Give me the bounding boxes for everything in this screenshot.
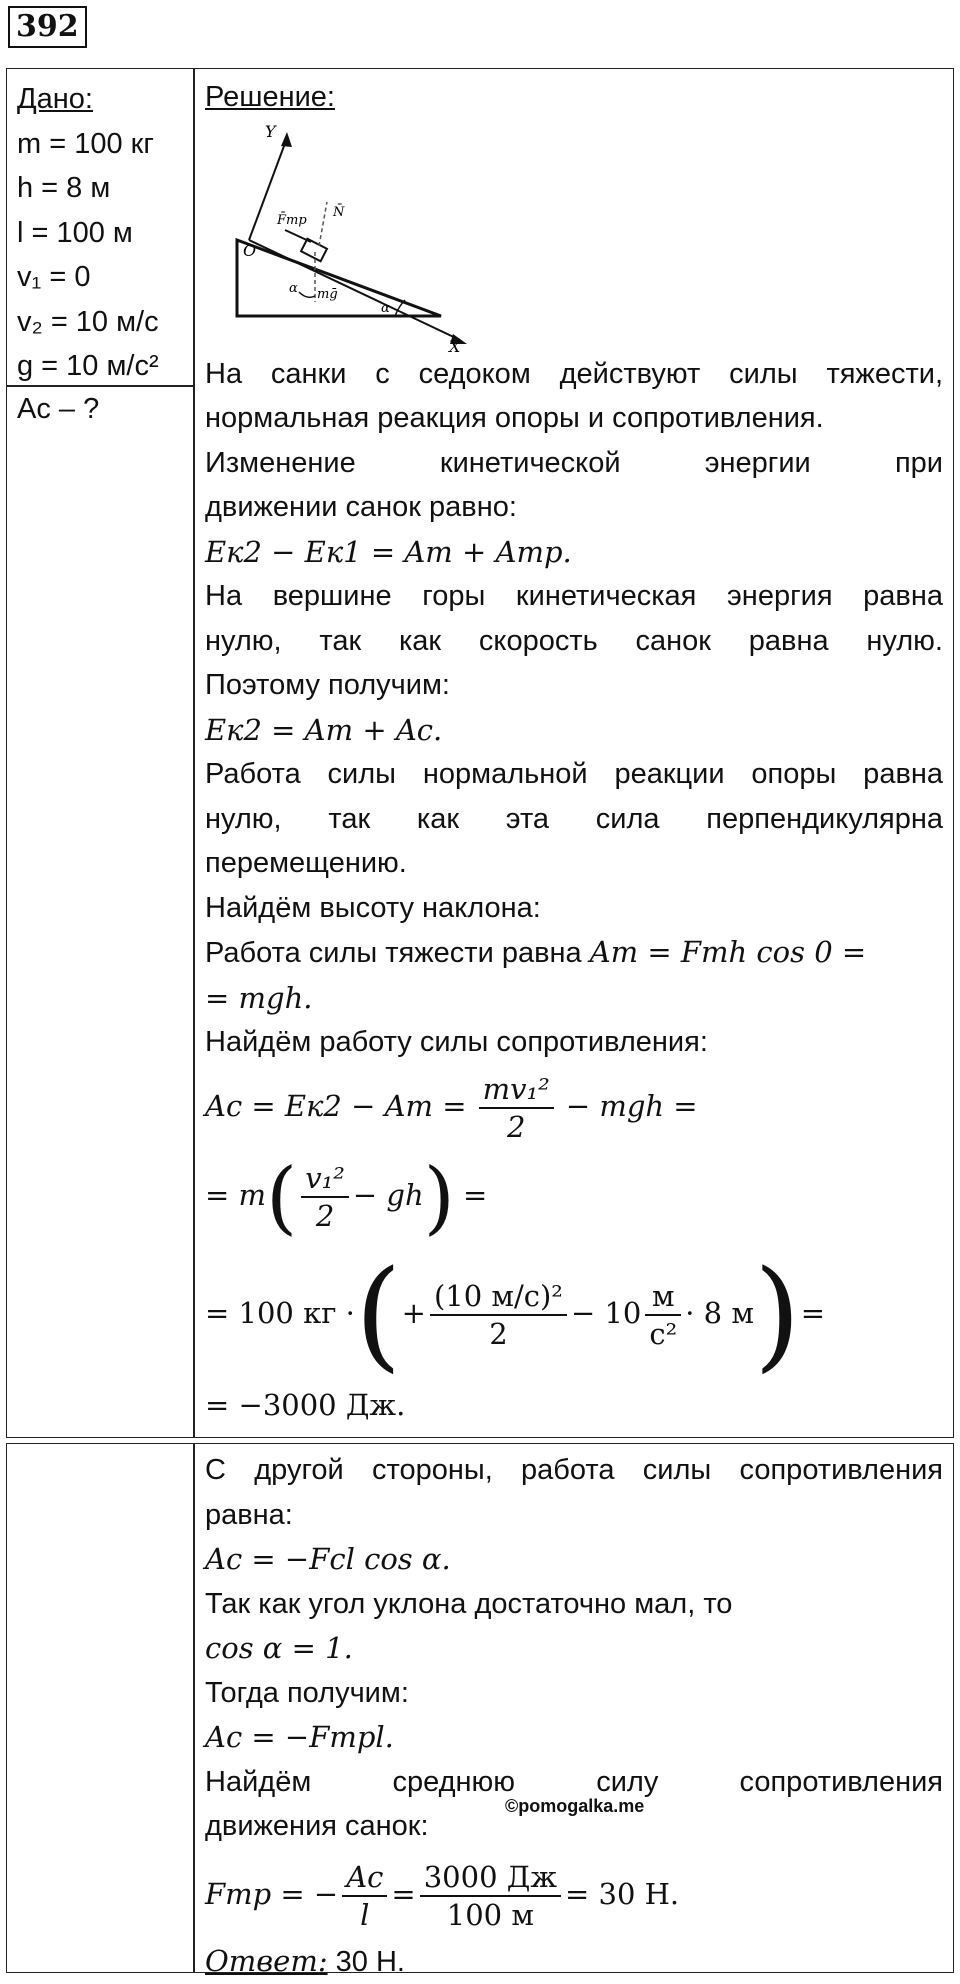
text-line: нулю, так как скорость санок равна нулю. xyxy=(205,619,943,664)
paren-right: ) xyxy=(754,1245,801,1384)
denominator: 2 xyxy=(301,1198,349,1234)
incline-triangle xyxy=(237,240,441,316)
denominator: 100 м xyxy=(420,1897,561,1933)
text-line: Тогда получим: xyxy=(205,1671,943,1716)
answer-line xyxy=(205,1939,943,1984)
paren-left: ( xyxy=(355,1245,402,1384)
text-line: На санки с седоком действуют силы тяжести, xyxy=(205,352,943,397)
gravity-work-text: Работа силы тяжести равна xyxy=(205,937,582,969)
fraction xyxy=(479,1071,554,1146)
normal-vector xyxy=(319,202,327,246)
numerator: mv₁² xyxy=(479,1071,554,1109)
fraction xyxy=(301,1160,349,1235)
denominator: 2 xyxy=(479,1109,554,1145)
numerator: м xyxy=(645,1278,681,1316)
gravity-work-formula: Aт = Fтh cos 0 = xyxy=(590,935,866,969)
answer-value: 30 Н. xyxy=(336,1946,405,1978)
numerator: (10 м/с)² xyxy=(430,1278,567,1316)
formula-part: − mgh = xyxy=(566,1089,698,1123)
label-alpha-1: α xyxy=(289,281,298,296)
incline-diagram xyxy=(215,120,485,352)
denominator: с² xyxy=(645,1316,681,1352)
x-axis xyxy=(249,240,460,340)
formula-line: = mgh. xyxy=(205,976,943,1021)
label-alpha-2: α xyxy=(381,301,390,316)
friction-vector xyxy=(285,230,311,242)
formula-part: = xyxy=(463,1178,487,1212)
text-line: Изменение кинетической энергии при xyxy=(205,441,943,486)
given-v2: v₂ = 10 м/с xyxy=(17,300,159,345)
solution-title: Решение: xyxy=(205,75,943,120)
fraction xyxy=(420,1859,561,1934)
find-text: Aс – ? xyxy=(17,393,99,426)
result-line: = −3000 Дж. xyxy=(205,1383,943,1428)
text-line: Найдём высоту наклона: xyxy=(205,886,943,931)
continuation-table xyxy=(6,1443,954,1973)
label-y: Y xyxy=(265,122,277,141)
formula-part: = 30 Н. xyxy=(565,1877,679,1911)
denominator: l xyxy=(342,1897,387,1933)
text-line: Найдём работу силы сопротивления: xyxy=(205,1020,943,1065)
formula-part: Aс = Eк2 − Aт = xyxy=(205,1089,467,1123)
denominator: 2 xyxy=(430,1316,567,1352)
y-axis-arrow xyxy=(281,132,292,147)
label-mg: mḡ xyxy=(317,287,338,302)
formula-part: = xyxy=(391,1877,415,1911)
text-line: Работа силы нормальной реакции опоры равна xyxy=(205,752,943,797)
problem-number: 392 xyxy=(8,6,87,48)
text-line: Найдём среднюю силу сопротивления xyxy=(205,1760,943,1805)
label-x: X xyxy=(447,337,461,352)
fraction xyxy=(645,1278,681,1353)
paren-right: ) xyxy=(424,1150,455,1243)
watermark: ©pomogalka.me xyxy=(505,1796,644,1817)
formula-line: Aс = −Fтрl. xyxy=(205,1715,943,1760)
paren-left: ( xyxy=(266,1150,297,1243)
given-height: h = 8 м xyxy=(17,166,159,211)
formula-line xyxy=(205,1849,943,1939)
text-line: движения санок: xyxy=(205,1804,943,1849)
text-line: На вершине горы кинетическая энергия равна xyxy=(205,574,943,619)
column-divider xyxy=(193,69,195,1437)
label-o: O xyxy=(243,241,256,260)
formula-line xyxy=(205,1243,943,1383)
text-line: перемещению. xyxy=(205,841,943,886)
text-line: движении санок равно: xyxy=(205,485,943,530)
numerator: Aс xyxy=(342,1859,387,1897)
text-line: нулю, так как эта сила перпендикулярна xyxy=(205,797,943,842)
continuation-block xyxy=(205,1448,943,1984)
given-v1: v₁ = 0 xyxy=(17,255,159,300)
fraction xyxy=(430,1278,567,1353)
formula-line: cos α = 1. xyxy=(205,1626,943,1671)
text-line: равна: xyxy=(205,1493,943,1538)
numerator: v₁² xyxy=(301,1160,349,1198)
formula-part: = 100 кг · xyxy=(205,1296,355,1330)
text-line: Поэтому получим: xyxy=(205,663,943,708)
formula-part: · 8 м xyxy=(685,1296,754,1330)
formula-line xyxy=(205,1147,943,1243)
text-line xyxy=(205,930,943,976)
numerator: 3000 Дж xyxy=(420,1859,561,1897)
formula-part: Fтр = − xyxy=(205,1877,338,1911)
text-line: Так как угол уклона достаточно мал, то xyxy=(205,1582,943,1627)
label-friction: F̄тр xyxy=(276,211,307,227)
angle-arc-1 xyxy=(299,292,315,297)
given-mass: m = 100 кг xyxy=(17,122,159,167)
solution-block xyxy=(205,75,943,1427)
fraction xyxy=(342,1859,387,1934)
solution-table xyxy=(6,68,954,1438)
sled-block xyxy=(301,238,327,260)
formula-part: − gh xyxy=(353,1178,424,1212)
formula-line: Eк2 − Eк1 = Aт + Aтр. xyxy=(205,530,943,575)
answer-label: Ответ: xyxy=(205,1944,328,1978)
given-g: g = 10 м/с² xyxy=(17,344,159,389)
text-line: С другой стороны, работа силы сопротивления xyxy=(205,1448,943,1493)
formula-part: + xyxy=(402,1296,426,1330)
given-title: Дано: xyxy=(17,77,159,122)
formula-part: = m xyxy=(205,1178,266,1212)
formula-part: = xyxy=(801,1296,825,1330)
formula-line xyxy=(205,1065,943,1147)
column-divider xyxy=(193,1444,195,1972)
label-normal: N̄ xyxy=(332,203,345,219)
text-line: нормальная реакция опоры и сопротивления. xyxy=(205,396,943,441)
formula-line: Eк2 = Aт + Aс. xyxy=(205,708,943,753)
formula-line: Aс = −Fсl cos α. xyxy=(205,1537,943,1582)
given-block xyxy=(17,77,159,389)
formula-part: − 10 xyxy=(571,1296,641,1330)
given-length: l = 100 м xyxy=(17,211,159,256)
